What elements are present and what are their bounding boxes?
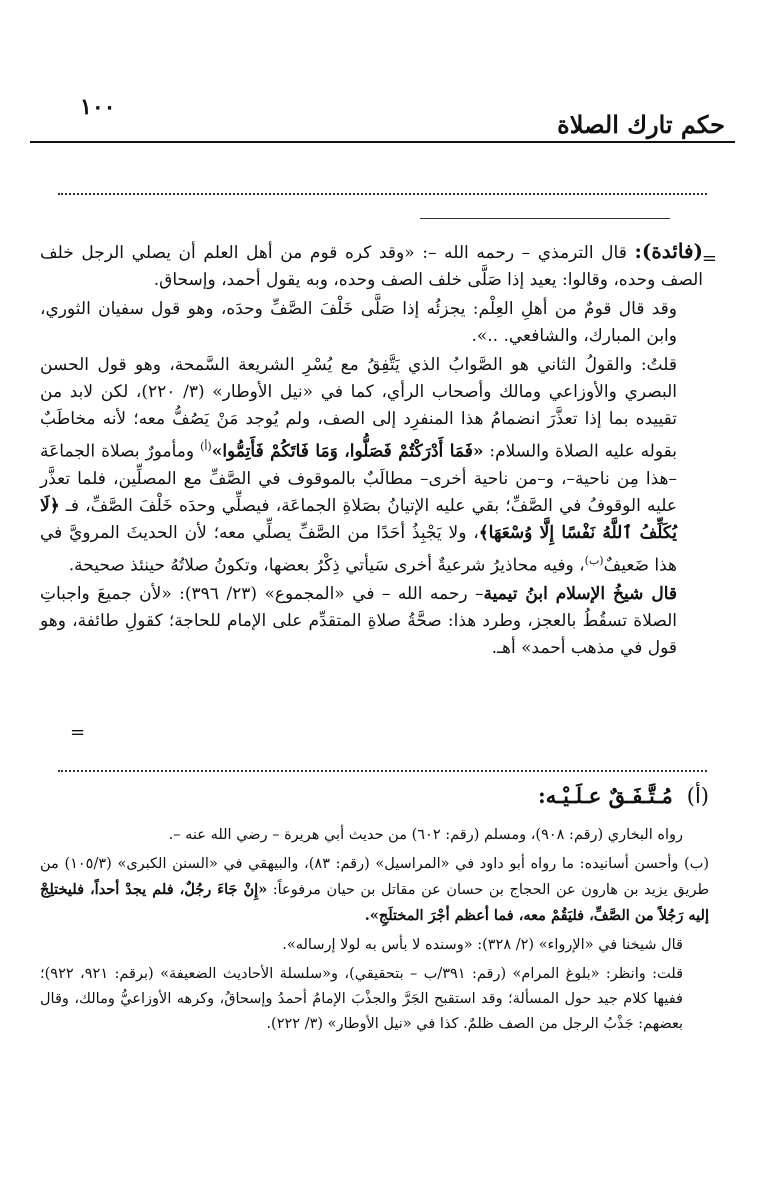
paragraph-faidah bbox=[40, 238, 703, 294]
footnote-b-text: وأحسن أسانيده: ما رواه أبو داود في «المراسيل» (رقم: ٨٣)، والبيهقي في «السنن الكبرى» (١٠٥/٣) من طريق يزيد بن هارون عن الحجاج بن حسان عن مقاتل بن حيان مرفوعاً: bbox=[40, 856, 709, 898]
continuation-rule bbox=[420, 218, 670, 219]
opinion-text-3: ، ولا يَجْبِذُ أحَدًا من الصَّفِّ يصلِّي معه؛ لأن الحديثَ المرويَّ في هذا ضَعيفٌ bbox=[40, 522, 677, 576]
footnote-ref-a[interactable]: (أ) bbox=[200, 440, 212, 453]
opinion-text-4: ، وفيه محاذيرُ شرعيةٌ أخرى سَيأتي ذِكْرُ بعضها، وتكونُ صلاتُهُ حينئذ صحيحة. bbox=[68, 555, 585, 576]
ibn-taymiyyah-label: قال شيخُ الإسلام ابنُ تيمية bbox=[483, 584, 677, 605]
continuation-mark-end: = bbox=[70, 722, 86, 743]
continuation-mark-start: = bbox=[701, 248, 717, 269]
paragraph-ibn-taymiyyah bbox=[40, 581, 703, 662]
footnote-b-hadith: «إِنْ جَاءَ رجُلٌ، فلم يجدْ أحداً، فليختلِجْ إليه رَجُلاً من الصَّفِّ، فليَقُمْ معه، فما أعظم أجْرَ المختلَجِ». bbox=[40, 881, 709, 924]
footnote-b-mark: (ب) bbox=[684, 856, 709, 872]
footnote-b-note: قلت: وانظر: «بلوغ المرام» (رقم: ٣٩١/ب – بتحقيقي)، و«سلسلة الأحاديث الضعيفة» (برقم: ٩٢١، ٩٢٢)؛ ففيها كلام جيد حول المسألة؛ وقد استقبح الجَرَّ والجذْبَ الإمامُ أحمدُ وإسحاقُ، وكرهه الأوزاعيُّ ومالك، وقال بعضهم: جَذْبُ الرجل من الصف ظلمٌ. كذا في «نيل الأوطار» (٣/ ٢٢٢). bbox=[40, 966, 683, 1032]
paragraph-author-opinion bbox=[40, 352, 703, 579]
footnote-a-text: رواه البخاري (رقم: ٩٠٨)، ومسلم (رقم: ٦٠٢) من حديث أبي هريرة – رضي الله عنه –. bbox=[168, 827, 683, 843]
hadith-quote: «فَمَا أَدْرَكْتُمْ فَصَلُّوا، وَمَا فَاتَكُمْ فَأَتِمُّوا» bbox=[211, 441, 484, 462]
footnote-dotted-separator bbox=[58, 770, 707, 772]
page-header bbox=[30, 90, 735, 138]
footnote-b bbox=[40, 852, 709, 929]
main-text bbox=[40, 238, 703, 664]
footnote-a-title-line bbox=[40, 783, 709, 809]
footnotes bbox=[40, 783, 709, 1041]
quran-verse: ﴿لَا يُكَلِّفُ ٱللَّهُ نَفْسًا إِلَّا وُسْعَهَا﴾ bbox=[40, 495, 677, 543]
faidah-heading: (فائدة): bbox=[634, 239, 703, 263]
footnote-a-title: مُـتَّـفَـقٌ عـلَـيْـه: bbox=[537, 783, 673, 808]
opinion-text-2: ومأمورٌ بصلاة الجماعَة –هذا مِن ناحية–، و–من ناحية أخرى– مطالَبٌ بالموقوف في الصَّفِّ مع المصلِّين، فلما تعذَّر عليه الوقوفُ في الصَّفِّ؛ بقي عليه الإتيانُ بصَلاةِ الجماعَة، فيصلِّي وحدَه خَلْفَ الصَّفِّ، فـ bbox=[40, 441, 677, 516]
ibn-taymiyyah-text: – رحمه الله – في «المجموع» (٢٣/ ٣٩٦): «لأن جميعَ واجباتِ الصلاة تسقُطُ بالعجز، وطرد هذا: صحَّةُ صلاةِ المتقدِّم على الإمام للحاجة؛ كقولِ طائفة، وهو قول في مذهب أحمد» أهـ. bbox=[40, 584, 677, 659]
opinion-text-1: قلتُ: والقولُ الثاني هو الصَّوابُ الذي يَتَّفِقُ مع يُسْرِ الشريعة السَّمحة، وهو قول الحسن البصري والأوزاعي ومالك وأصحاب الرأي، كما في «نيل الأوطار» (٣/ ٢٢٠)، لكن لابد من تقييده بما إذا تعذَّرَ انضمامُ هذا المنفرِد إلى الصف، ولم يُوجد مَنْ يَصُفُّ معه؛ لأنه مخاطَبٌ بقوله عليه الصلاة والسلام: bbox=[40, 355, 678, 462]
footnote-a-mark: (أ) bbox=[686, 784, 709, 808]
page-number: ١٠٠ bbox=[80, 94, 116, 120]
top-dotted-separator bbox=[58, 193, 707, 195]
running-title: حكم تارك الصلاة bbox=[557, 110, 725, 139]
footnote-b-shaykh: قال شيخنا في «الإرواء» (٢/ ٣٢٨): «وسنده لا بأس به لولا إرساله». bbox=[282, 937, 683, 953]
faidah-text: قال الترمذي – رحمه الله –: «وقد كره قوم من أهل العلم أن يصلي الرجل خلف الصف وحده، وقالوا: يعيد إذا صَلَّى خلف الصف وحده، وبه يقول أحمد، وإسحاق. bbox=[40, 243, 703, 290]
footnote-ref-b[interactable]: (ب) bbox=[584, 553, 604, 567]
paragraph-second-view: وقد قال قومٌ من أهلِ العِلْم: يجزئُه إذا صَلَّى خَلْفَ الصَّفِّ وحدَه، وهو قول سفيان الثوري، وابن المبارك، والشافعي. ..». bbox=[40, 299, 677, 346]
header-rule bbox=[30, 141, 735, 143]
